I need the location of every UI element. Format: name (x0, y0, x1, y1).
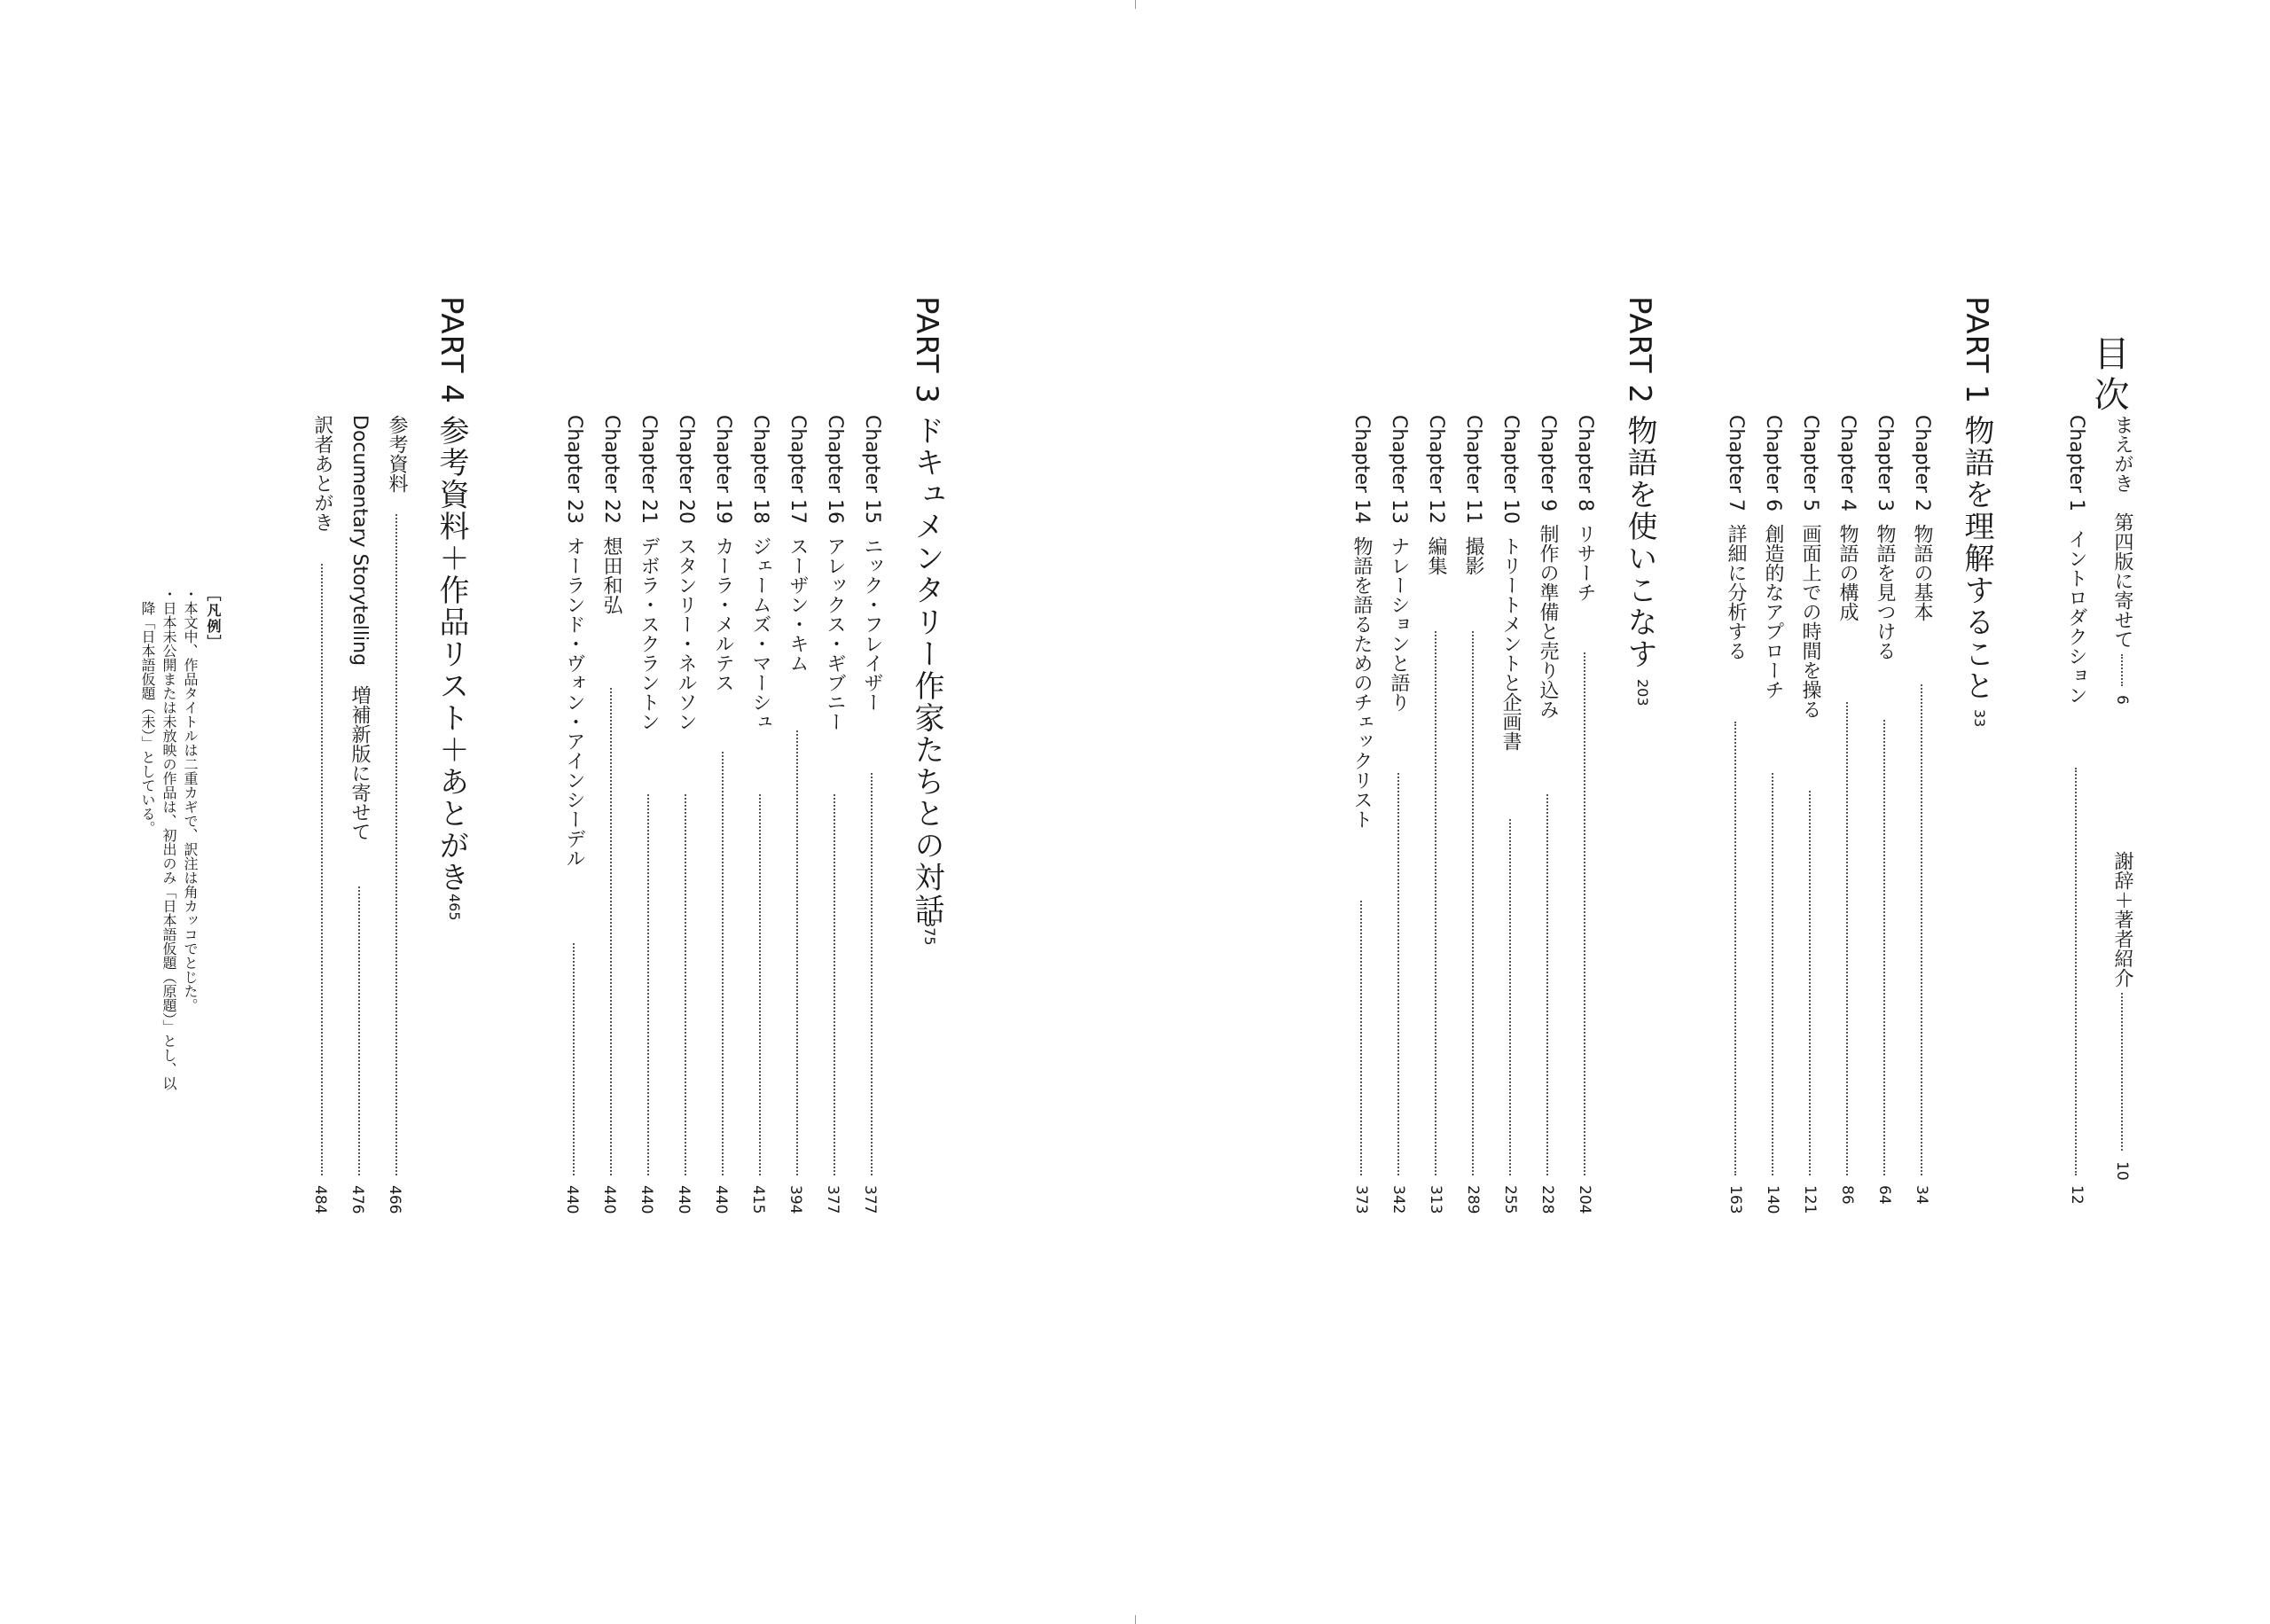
dot-leader (2075, 768, 2077, 1175)
chapter-number: Chapter 2 (1911, 415, 1933, 511)
dot-leader (573, 943, 575, 1175)
chapter-title: デボラ・スクラントン (638, 535, 660, 731)
entry-page: 377 (824, 1185, 841, 1214)
entry-page: 466 (386, 1185, 403, 1214)
toc-entry-chapter-9 (1538, 415, 1557, 719)
toc-entry-chapter-17 (787, 415, 807, 673)
dot-leader (685, 794, 686, 1175)
part-3-title: ドキュメンタリー作家たちとの対話 (909, 415, 944, 925)
entry-page: 228 (1538, 1185, 1556, 1214)
part-4-label: PART 4 (434, 296, 469, 404)
chapter-title: 編集 (1425, 535, 1447, 575)
entry-page: 121 (1801, 1185, 1819, 1214)
dot-leader (2121, 654, 2123, 686)
chapter-title: 物語を見つける (1874, 523, 1896, 660)
chapter-title: 物語の基本 (1911, 523, 1933, 621)
part-4-page: 465 (446, 894, 463, 921)
toc-entry-chapter-2 (1912, 415, 1931, 621)
toc-entry-chapter-20 (676, 415, 695, 731)
toc-entry-references (387, 415, 406, 493)
chapter-title: スタンリー・ネルソン (675, 535, 697, 731)
chapter-title: カーラ・メルテス (712, 535, 734, 692)
entry-page: 440 (638, 1185, 655, 1214)
dot-leader (321, 564, 323, 1175)
entry-page: 440 (712, 1185, 730, 1214)
dot-leader (358, 886, 360, 1175)
dot-leader (395, 514, 397, 1175)
chapter-number: Chapter 19 (712, 415, 734, 524)
entry-page: 484 (311, 1185, 329, 1214)
toc-entry-chapter-14 (1351, 415, 1371, 829)
part-2-label: PART 2 (1622, 296, 1657, 404)
toc-entry-chapter-4 (1837, 415, 1857, 621)
notes-line: 降「日本語仮題（未）」としている。 (139, 587, 156, 835)
chapter-title: 創造的なアプローチ (1762, 523, 1784, 699)
chapter-title: 詳細に分析する (1725, 523, 1747, 660)
dot-leader (610, 688, 612, 1175)
dot-leader (1846, 702, 1848, 1175)
chapter-title: ニック・フレイザー (861, 535, 883, 712)
entry-page: 440 (600, 1185, 618, 1214)
dot-leader (796, 730, 798, 1175)
toc-entry-chapter-18 (750, 415, 770, 731)
part-2-page: 203 (1634, 679, 1651, 707)
entry-page: 373 (1352, 1185, 1370, 1214)
toc-entry-chapter-11 (1463, 415, 1483, 575)
dot-leader (1734, 722, 1736, 1175)
entry-page: 10 (2113, 1161, 2131, 1181)
chapter-number: Chapter 22 (600, 415, 622, 524)
part-1-label: PART 1 (1959, 296, 1994, 404)
toc-entry-chapter-5 (1800, 415, 1820, 719)
toc-entry-chapter-6 (1763, 415, 1782, 699)
toc-entry-chapter-22 (601, 415, 621, 614)
chapter-title: ジェームズ・マーシュ (749, 535, 771, 731)
chapter-number: Chapter 15 (861, 415, 883, 524)
chapter-title: 物語を語るためのチェックリスト (1350, 535, 1373, 829)
entry-page: 342 (1389, 1185, 1407, 1214)
entry-page: 377 (861, 1185, 879, 1214)
chapter-title: ナレーションと語り (1388, 535, 1410, 712)
dot-leader (1546, 794, 1548, 1175)
entry-page: 440 (675, 1185, 693, 1214)
chapter-number: Chapter 10 (1499, 415, 1522, 524)
toc-entry-chapter-21 (638, 415, 658, 731)
dot-leader (871, 773, 873, 1175)
toc-entry-chapter-19 (713, 415, 732, 692)
entry-page: 140 (1764, 1185, 1781, 1214)
dot-leader (1435, 631, 1436, 1175)
toc-title: 目次 (2088, 335, 2129, 417)
chapter-title: トリートメントと企画書 (1499, 535, 1522, 751)
entry-page: 86 (1838, 1185, 1856, 1205)
chapter-number: Chapter 17 (787, 415, 809, 524)
part-2-title: 物語を使いこなす (1622, 415, 1657, 670)
chapter-number: Chapter 6 (1762, 415, 1784, 511)
chapter-title: スーザン・キム (787, 535, 809, 673)
chapter-number: Chapter 13 (1388, 415, 1410, 524)
notes-line: ・本文中、作品タイトルは二重カギで、訳注は角カッコでとじた。 (182, 587, 199, 1012)
toc-entry-expanded-edition (349, 415, 369, 841)
chapter-title: リサーチ (1574, 523, 1596, 602)
toc-entry-chapter-23 (564, 415, 583, 868)
entry-page: 289 (1464, 1185, 1482, 1214)
chapter-title: オーランド・ヴォン・アインシーデル (563, 535, 585, 868)
dot-leader (1883, 720, 1885, 1175)
crop-mark-top (1135, 0, 1136, 9)
entry-page: 64 (1875, 1185, 1893, 1205)
entry-page: 34 (1913, 1185, 1930, 1205)
toc-entry-chapter-7 (1726, 415, 1745, 660)
chapter-title: アレックス・ギブニー (824, 535, 846, 731)
chapter-number: Chapter 16 (824, 415, 846, 524)
chapter-number: Chapter 8 (1574, 415, 1596, 511)
dot-leader (2121, 993, 2123, 1151)
dot-leader (1584, 652, 1585, 1175)
entry-page: 415 (749, 1185, 767, 1214)
chapter-number: Chapter 7 (1725, 415, 1747, 511)
dot-leader (1360, 901, 1362, 1175)
chapter-number: Chapter 21 (638, 415, 660, 524)
toc-entry-chapter-8 (1575, 415, 1594, 602)
part-1-title: 物語を理解すること (1959, 415, 1994, 702)
entry-page: 204 (1576, 1185, 1593, 1214)
toc-entry-chapter-16 (825, 415, 844, 731)
entry-page: 313 (1427, 1185, 1444, 1214)
chapter-number: Chapter 14 (1350, 415, 1373, 524)
toc-entry-foreword (2112, 415, 2132, 705)
entry-page: 163 (1726, 1185, 1744, 1214)
chapter-number: Chapter 5 (1799, 415, 1821, 511)
chapter-number: Chapter 20 (675, 415, 697, 524)
chapter-number: Chapter 11 (1462, 415, 1484, 524)
chapter-number: Chapter 9 (1537, 415, 1559, 511)
notes-line: ・日本未公開または未放映の作品は、初出のみ「日本語仮題（原題）」とし、以 (160, 587, 177, 1090)
entry-page: 440 (563, 1185, 581, 1214)
dot-leader (834, 794, 835, 1175)
chapter-number: Chapter 3 (1874, 415, 1896, 511)
toc-entry-acknowledgements (2112, 851, 2132, 1181)
chapter-number: Chapter 18 (749, 415, 771, 524)
entry-page: 394 (787, 1185, 804, 1214)
entry-title: 参考資料 (386, 415, 408, 493)
chapter-title: イントロダクション (2065, 528, 2087, 705)
dot-leader (1397, 773, 1399, 1175)
toc-entry-chapter-10 (1500, 415, 1520, 751)
part-4-title: 参考資料＋作品リスト＋あとがき (434, 415, 469, 894)
chapter-title: 制作の準備と売り込み (1537, 523, 1559, 719)
toc-entry-chapter-13 (1389, 415, 1408, 712)
part-3-page: 375 (921, 918, 938, 946)
toc-entry-chapter-12 (1426, 415, 1445, 575)
chapter-title: 想田和弘 (600, 535, 622, 614)
chapter-number: Chapter 23 (563, 415, 585, 524)
chapter-title: 物語の構成 (1836, 523, 1859, 621)
part-1-page: 33 (1971, 709, 1988, 728)
entry-title: Documentary Storytelling 増補新版に寄せて (348, 415, 371, 842)
entry-title: 訳者あとがき (311, 415, 333, 532)
entry-title: まえがき 第四版に寄せて (2111, 415, 2133, 649)
dot-leader (722, 752, 724, 1175)
toc-entry-translator-afterword (312, 415, 332, 532)
entry-page: 6 (2113, 695, 2131, 705)
toc-entry-chapter-1 (2066, 415, 2086, 705)
entry-title: 謝辞＋著者紹介 (2111, 851, 2133, 988)
dot-leader (1472, 631, 1474, 1175)
chapter-number: Chapter 1 (2065, 415, 2087, 511)
dot-leader (647, 794, 649, 1175)
dot-leader (1509, 819, 1511, 1175)
crop-mark-bottom (1135, 1615, 1136, 1624)
toc-entry-chapter-3 (1875, 415, 1894, 660)
part-3-label: PART 3 (909, 296, 944, 404)
entry-page: 12 (2068, 1185, 2086, 1205)
dot-leader (1921, 684, 1922, 1175)
toc-entry-chapter-15 (862, 415, 881, 712)
chapter-number: Chapter 4 (1836, 415, 1859, 511)
dot-leader (1809, 791, 1811, 1175)
chapter-number: Chapter 12 (1425, 415, 1447, 524)
entry-page: 476 (348, 1185, 366, 1214)
entry-page: 255 (1501, 1185, 1519, 1214)
chapter-title: 画面上での時間を操る (1799, 523, 1821, 719)
dot-leader (1772, 773, 1773, 1175)
dot-leader (759, 794, 761, 1175)
notes-heading: ［凡例］ (205, 587, 222, 651)
chapter-title: 撮影 (1462, 535, 1484, 575)
